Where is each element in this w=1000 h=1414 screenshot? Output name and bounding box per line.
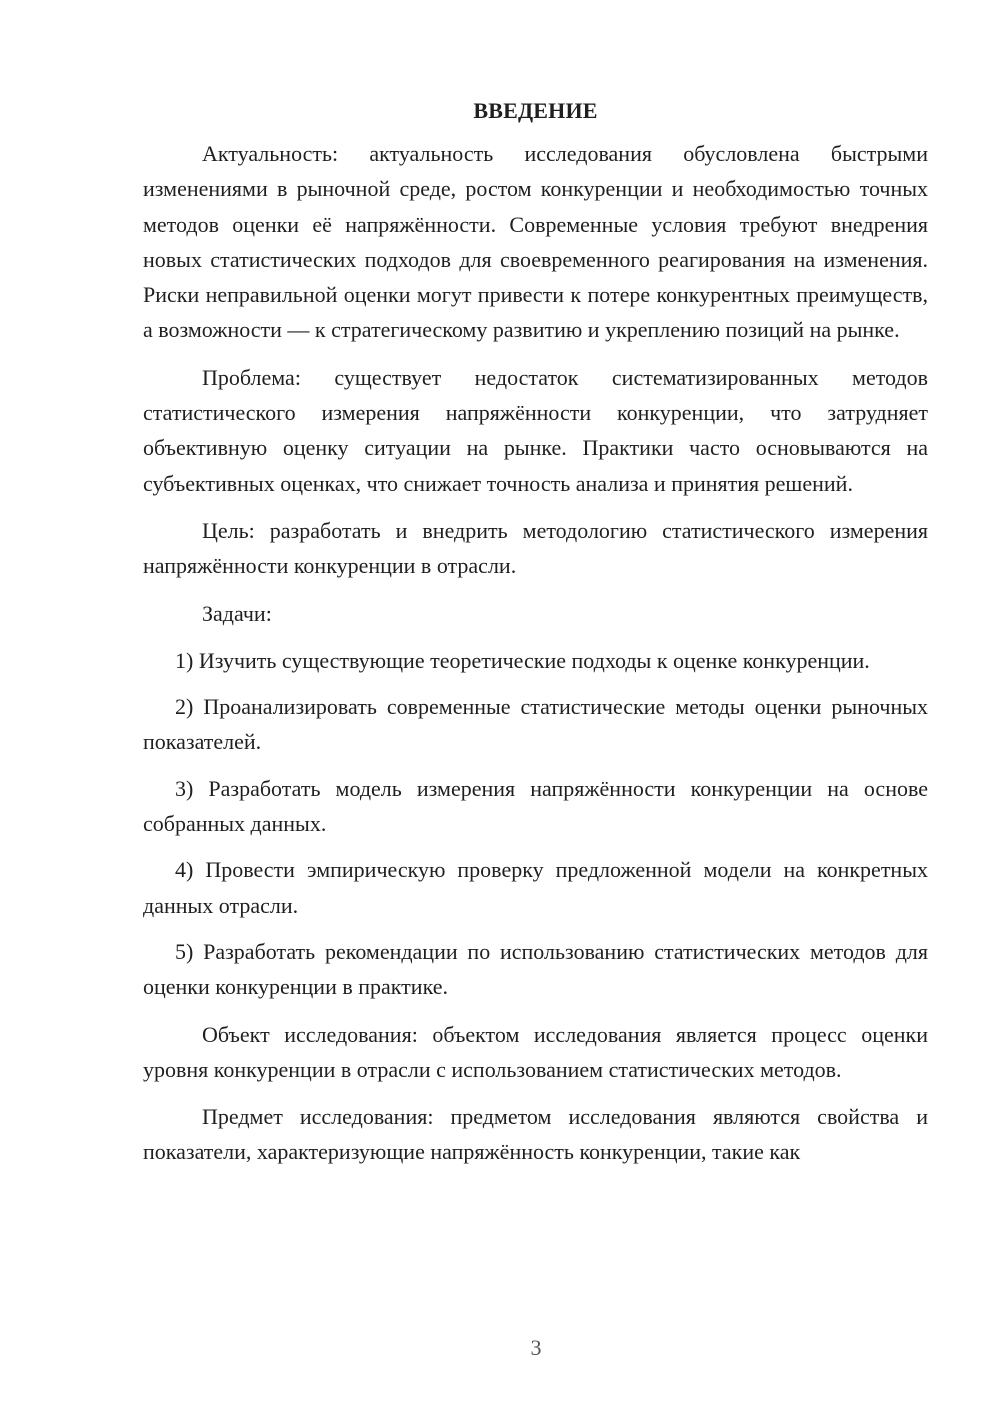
task-item-5: 5) Разработать рекомендации по использованию статистических методов для оценки конкуренции в практике. [143, 938, 928, 1000]
task-item-1: 1) Изучить существующие теоретические подходы к оценке конкуренции. [175, 647, 870, 673]
tasks-label: Задачи: [202, 600, 272, 626]
task-item-2: 2) Проанализировать современные статистические методы оценки рыночных показателей. [143, 694, 928, 755]
goal-paragraph: Цель: разработать и внедрить методологию статистического измерения напряжённости конкуренции в отрасли. [143, 517, 928, 579]
task-item-4: 4) Провести эмпирическую проверку предложенной модели на конкретных данных отрасли. [143, 857, 928, 918]
object-paragraph: Объект исследования: объектом исследования является процесс оценки уровня конкуренции в отрасли с использованием статистических методов. [143, 1021, 928, 1082]
problem-paragraph: Проблема: существует недостаток систематизированных методов статистического измерения напряжённости конкуренции, что затрудняет объективную оценку ситуации на рынке. Практики часто основываются на субъективных оценках, что снижает точность анализа и принятия решений. [143, 364, 928, 496]
subject-paragraph: Предмет исследования: предметом исследования являются свойства и показатели, характеризующие напряжённость конкуренции, такие как [143, 1104, 928, 1165]
task-item-3: 3) Разработать модель измерения напряжённости конкуренции на основе собранных данных. [143, 775, 928, 837]
relevance-paragraph: Актуальность: актуальность исследования обусловлена быстрыми изменениями в рыночной среде, ростом конкуренции и необходимостью точных методов оценки её напряжённости. Современные условия требуют внедрения новых статистических подходов для своевременного реагирования на изменения. Риски неправильной оценки могут привести к потере конкурентных преимуществ, а возможности — к стратегическому развитию и укреплению позиций на рынке. [143, 141, 928, 343]
page-number: 3 [530, 1335, 542, 1360]
page-content [143, 96, 928, 1170]
section-heading: ВВЕДЕНИЕ [473, 98, 598, 123]
